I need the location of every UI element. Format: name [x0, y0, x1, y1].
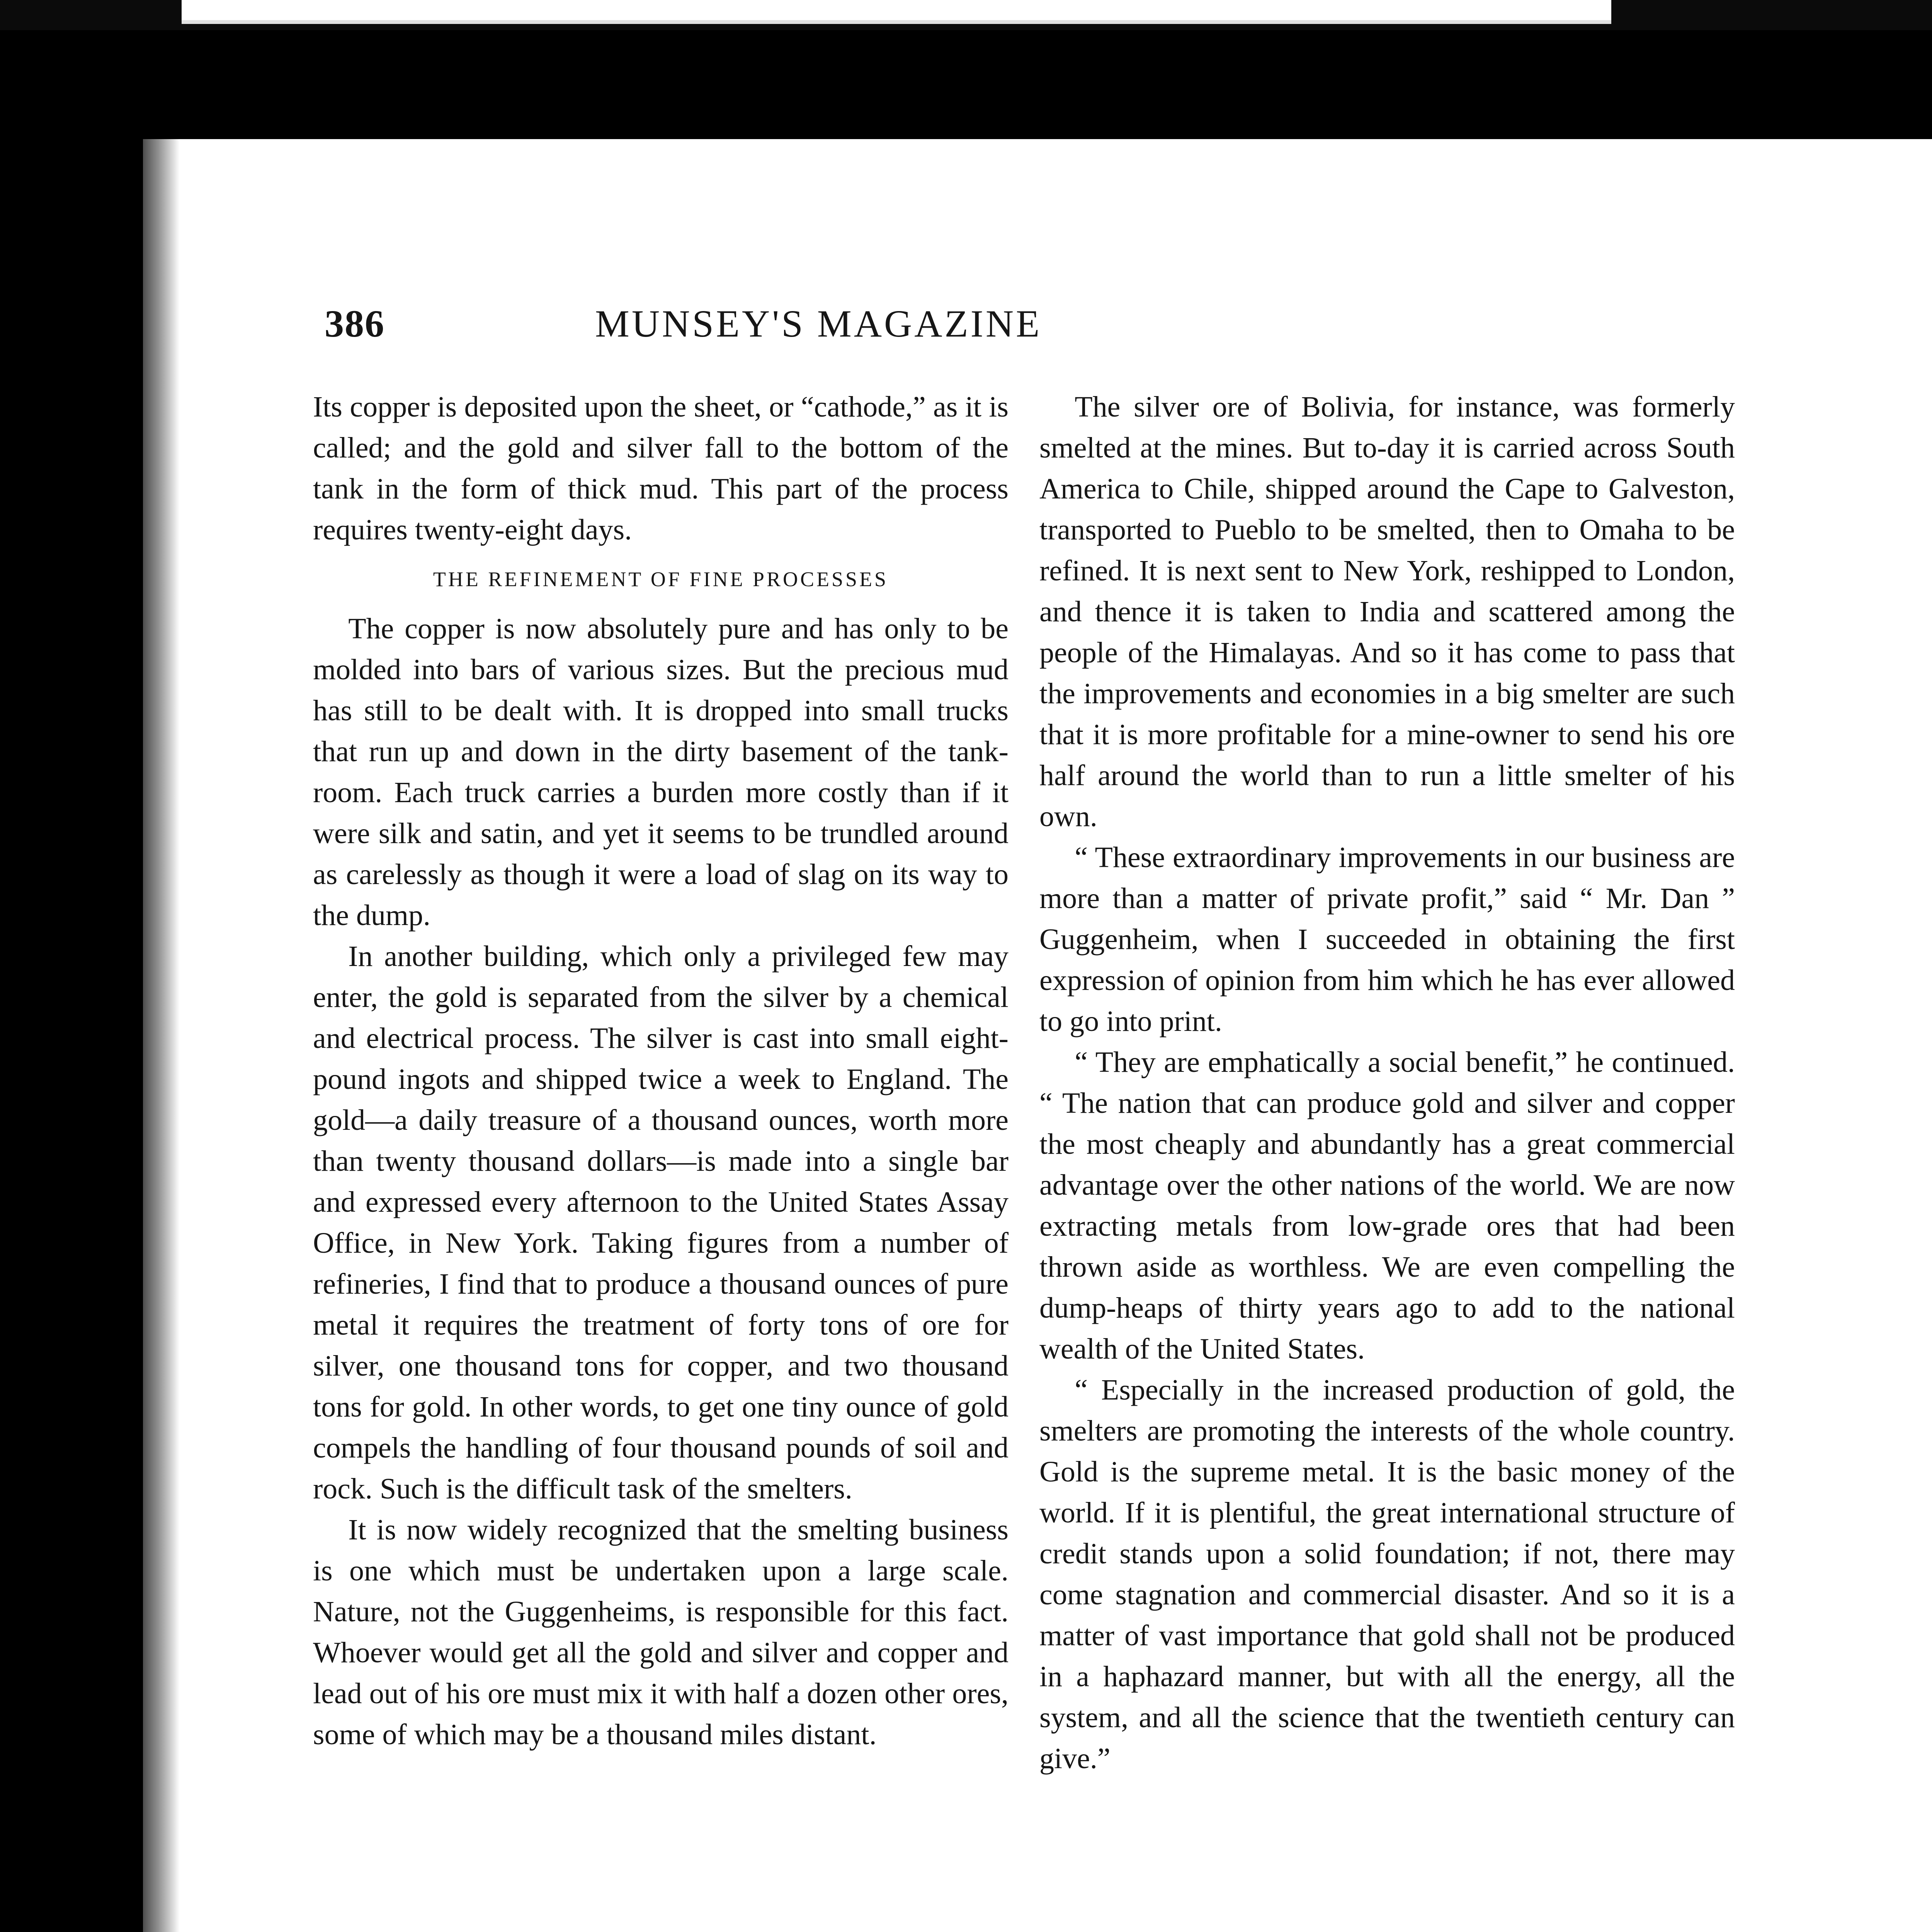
paragraph: It is now widely recognized that the smelting business is one which must be undertaken upon a large scale. Nature, not the Guggenheims, is responsible for this fact. Whoever would get all the gold and silver and copper and lead out of his ore must mix it with half a dozen other ores, some of which may be a thousand miles distant. [313, 1514, 1009, 1751]
running-head [325, 301, 1793, 359]
previous-page-sliver [182, 0, 1611, 24]
magazine-title: MUNSEY'S MAGAZINE [595, 302, 1042, 345]
binding-shadow [143, 139, 180, 1932]
magazine-page [143, 139, 1932, 1932]
paragraph: “ They are emphatically a social benefit,” he continued. “ The nation that can produce gold and silver and copper the most cheaply and abundantly has a great commercial advantage over the other nations of the world. We are now extracting metals from low-grade ores that had been thrown aside as worthless. We are even compelling the dump-heaps of thirty years ago to add to the national wealth of the United States. [1039, 1046, 1735, 1365]
article-column-left [313, 386, 1009, 1755]
paragraph: “ These extraordinary improvements in our business are more than a matter of private profit,” said “ Mr. Dan ” Guggenheim, when I succeeded in obtaining the first expression of opinion from him which he has ever allowed to go into print. [1039, 841, 1735, 1037]
paragraph: The copper is now absolutely pure and has only to be molded into bars of various sizes. But the precious mud has still to be dealt with. It is dropped into small trucks that run up and down in the dirty basement of the tank-room. Each truck carries a burden more costly than if it were silk and satin, and yet it seems to be trundled around as carelessly as though it were a load of slag on its way to the dump. [313, 612, 1009, 932]
paragraph: Its copper is deposited upon the sheet, or “cathode,” as it is called; and the gold and silver fall to the bottom of the tank in the form of thick mud. This part of the process requires twenty-eight days. [313, 391, 1009, 546]
previous-page-edge [0, 0, 1932, 30]
article-column-right [1039, 386, 1735, 1779]
paragraph: The silver ore of Bolivia, for instance, was formerly smelted at the mines. But to-day it is carried across South America to Chile, shipped around the Cape to Galveston, transported to Pueblo to be smelted, then to Omaha to be refined. It is next sent to New York, reshipped to London, and thence it is taken to India and scattered among the people of the Himalayas. And so it has come to pass that the improvements and economies in a big smelter are such that it is more profitable for a mine-owner to send his ore half around the world than to run a little smelter of his own. [1039, 391, 1735, 833]
paragraph: “ Especially in the increased production of gold, the smelters are promoting the interests of the whole country. Gold is the supreme metal. It is the basic money of the world. If it is plentiful, the great international structure of credit stands upon a solid foundation; if not, there may come stagnation and commercial disaster. And so it is a matter of vast importance that gold shall not be produced in a haphazard manner, but with all the energy, all the system, and all the science that the twentieth century can give.” [1039, 1374, 1735, 1775]
page-number: 386 [325, 302, 385, 345]
section-heading: THE REFINEMENT OF FINE PROCESSES [433, 568, 889, 591]
paragraph: In another building, which only a privileged few may enter, the gold is separated from the silver by a chemical and electrical process. The silver is cast into small eight-pound ingots and shipped twice a week to England. The gold—a daily treasure of a thousand ounces, worth more than twenty thousand dollars—is made into a single bar and expressed every afternoon to the United States Assay Office, in New York. Taking figures from a number of refineries, I find that to produce a thousand ounces of pure metal it requires the treatment of forty tons of ore for silver, one thousand tons for copper, and two thousand tons for gold. In other words, to get one tiny ounce of gold compels the handling of four thousand pounds of soil and rock. Such is the difficult task of the smelters. [313, 940, 1009, 1505]
